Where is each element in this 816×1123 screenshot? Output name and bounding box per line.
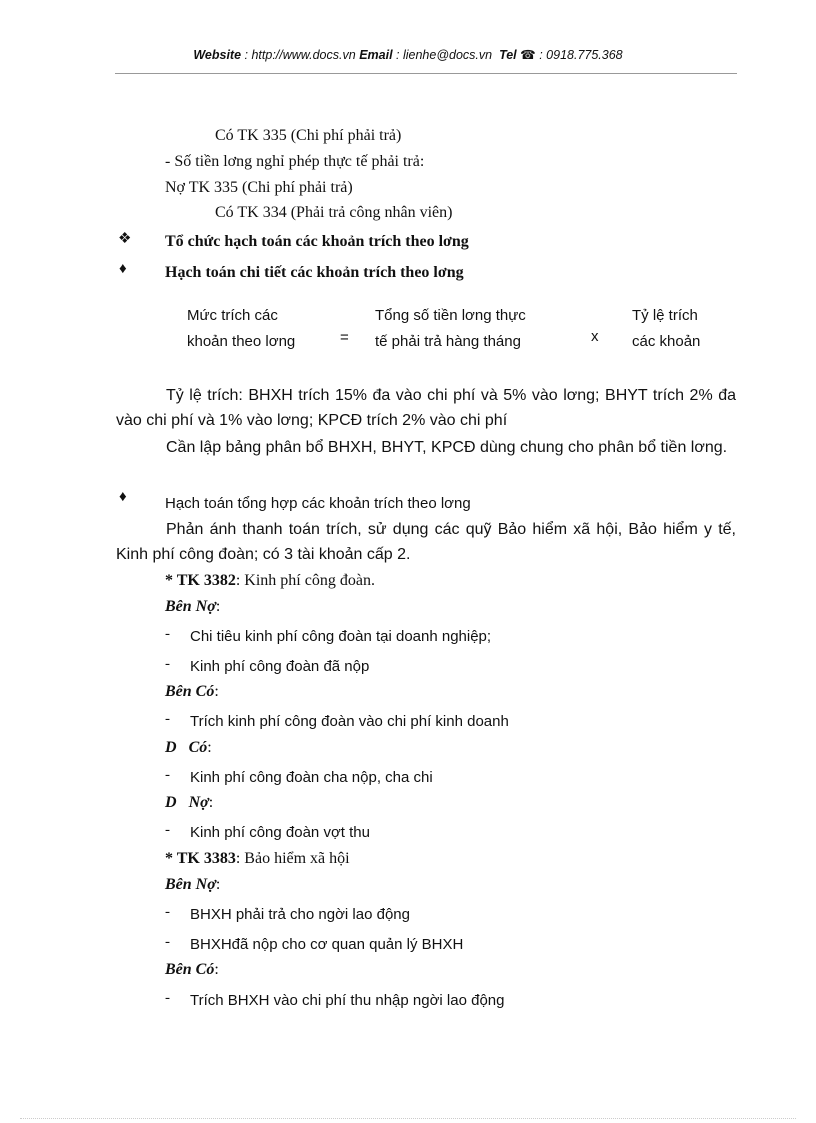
list-item: BHXHđã nộp cho cơ quan quản lý BHXH [190, 936, 464, 953]
page-bottom-border [20, 1118, 796, 1119]
formula-mid-line2: tế phải trả hàng tháng [375, 333, 521, 350]
paragraph-text: Tỷ lệ trích: BHXH trích 15% đa vào chi phí và 5% vào lơng; BHYT trích 2% đa vào chi phí và 1% vào lơng; KPCĐ trích 2% vào chi phí [116, 387, 736, 429]
header-divider [115, 73, 737, 74]
section-heading: Hạch toán chi tiết các khoản trích theo lơng [165, 264, 464, 281]
formula-equals: = [340, 329, 349, 346]
colon: : [214, 961, 219, 978]
account-code: TK 3382 [176, 572, 236, 589]
account-heading [165, 571, 375, 591]
list-item: Trích kinh phí công đoàn vào chi phí kinh doanh [190, 713, 509, 730]
website-url[interactable]: : http://www.docs.vn [244, 48, 356, 62]
phone-icon: ☎ [520, 48, 536, 62]
side-label [165, 682, 219, 702]
ben-no-label: Bên Nợ [165, 876, 216, 893]
account-desc: : Bảo hiểm xã hội [235, 850, 350, 867]
formula-mid-line1: Tổng số tiền lơng thực [375, 307, 526, 324]
diamond-bullet-icon: ♦ [119, 489, 127, 505]
side-label [165, 597, 220, 617]
formula-right-line2: các khoản [632, 333, 701, 350]
dash-bullet: - [165, 711, 170, 727]
four-diamond-bullet-icon: ❖ [118, 231, 132, 247]
dash-bullet: - [165, 934, 170, 950]
side-label [165, 738, 212, 758]
dash-bullet: - [165, 767, 170, 783]
colon: : [215, 598, 221, 615]
email-value[interactable]: : lienhe@docs.vn [396, 48, 493, 62]
list-item: Kinh phí công đoàn cha nộp, cha chi [190, 769, 433, 786]
list-item: Kinh phí công đoàn vợt thu [190, 824, 370, 841]
list-item: Kinh phí công đoàn đã nộp [190, 658, 370, 675]
account-star: * [165, 850, 177, 867]
website-label: Website [193, 48, 242, 62]
du-letter: D [165, 739, 177, 756]
email-label: Email [359, 48, 393, 62]
ben-co-label: Bên Có [165, 961, 215, 978]
account-code: TK 3383 [176, 850, 236, 867]
du-co-label: Có [188, 739, 208, 756]
account-heading [165, 849, 350, 869]
paragraph-text: Phản ánh thanh toán trích, sử dụng các quỹ Bảo hiểm xã hội, Bảo hiểm y tế, Kinh phí công đoàn; có 3 tài khoản cấp 2. [116, 521, 736, 563]
dash-bullet: - [165, 904, 170, 920]
text-line: - Số tiền lơng nghỉ phép thực tế phải trả: [165, 153, 425, 170]
side-label [165, 960, 219, 980]
dash-bullet: - [165, 822, 170, 838]
formula-times: x [591, 328, 599, 345]
paragraph-text: Cần lập bảng phân bổ BHXH, BHYT, KPCĐ dùng chung cho phân bổ tiền lơng. [166, 439, 728, 456]
tel-label: Tel [499, 48, 517, 62]
side-label [165, 875, 220, 895]
formula-left-line1: Mức trích các [187, 307, 278, 324]
du-no-label: Nợ [188, 794, 209, 811]
paragraph [116, 383, 736, 433]
list-item: Trích BHXH vào chi phí thu nhập ngời lao động [190, 992, 505, 1009]
colon: : [214, 683, 219, 700]
account-desc: : Kinh phí công đoàn. [235, 572, 375, 589]
tel-value: : 0918.775.368 [539, 48, 623, 62]
text-line: Có TK 335 (Chi phí phải trả) [215, 127, 402, 144]
side-label [165, 793, 213, 813]
list-item: Chi tiêu kinh phí công đoàn tại doanh nghiệp; [190, 628, 492, 645]
paragraph [116, 517, 736, 567]
formula-left-line2: khoản theo lơng [187, 333, 296, 350]
du-letter: D [165, 794, 177, 811]
dash-bullet: - [165, 626, 170, 642]
account-star: * [165, 572, 177, 589]
ben-co-label: Bên Có [165, 683, 215, 700]
diamond-bullet-icon: ♦ [119, 261, 127, 277]
formula-right-line1: Tỷ lệ trích [632, 307, 698, 324]
list-item: BHXH phải trả cho ngời lao động [190, 906, 410, 923]
dash-bullet: - [165, 990, 170, 1006]
ben-no-label: Bên Nợ [165, 598, 216, 615]
dash-bullet: - [165, 656, 170, 672]
section-heading: Tổ chức hạch toán các khoản trích theo lơng [165, 233, 469, 250]
colon: : [208, 794, 214, 811]
section-heading: Hạch toán tổng hợp các khoản trích theo lơng [165, 495, 471, 512]
text-line: Nợ TK 335 (Chi phí phải trả) [165, 179, 353, 196]
text-line: Có TK 334 (Phải trả công nhân viên) [215, 204, 453, 221]
colon: : [207, 739, 212, 756]
page-header [0, 47, 816, 62]
paragraph [116, 435, 736, 460]
colon: : [215, 876, 221, 893]
